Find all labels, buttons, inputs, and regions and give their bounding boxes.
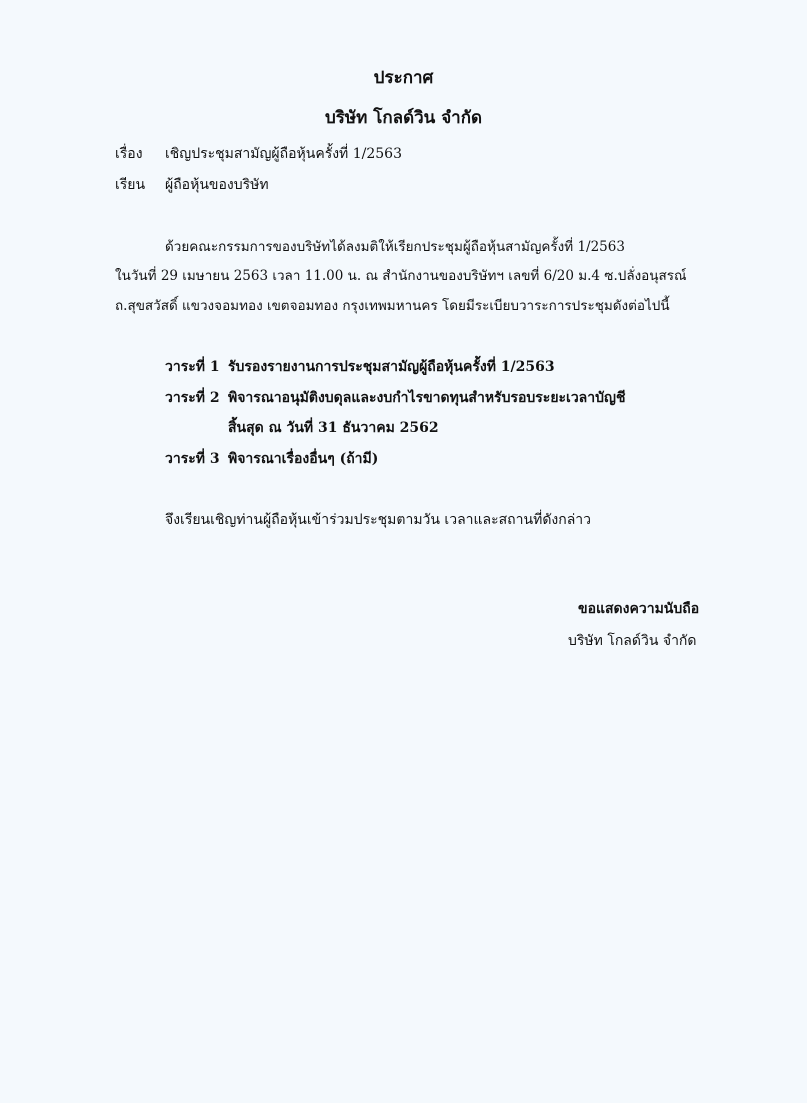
agenda-2-text: พิจารณาอนุมัติงบดุลและงบกำไรขาดทุนสำหรับรอบระยะเวลาบัญชี — [228, 390, 626, 406]
subject-label: เรื่อง — [115, 146, 143, 162]
agenda-1-label: วาระที่ 1 — [165, 359, 220, 375]
body-line-1: ด้วยคณะกรรมการของบริษัทได้ลงมติให้เรียกประชุมผู้ถือหุ้นสามัญครั้งที่ 1/2563 — [165, 239, 625, 255]
subject-value: เชิญประชุมสามัญผู้ถือหุ้นครั้งที่ 1/2563 — [165, 146, 402, 162]
body-line-3: ถ.สุขสวัสดิ์ แขวงจอมทอง เขตจอมทอง กรุงเทพมหานคร โดยมีระเบียบวาระการประชุมดังต่อไปนี้ — [115, 298, 670, 314]
agenda-3-label: วาระที่ 3 — [165, 451, 220, 467]
recipient-value: ผู้ถือหุ้นของบริษัท — [165, 177, 269, 193]
agenda-2-label: วาระที่ 2 — [165, 390, 220, 406]
signature-regards: ขอแสดงความนับถือ — [578, 601, 700, 617]
document-title: ประกาศ — [373, 68, 434, 88]
agenda-2-continuation: สิ้นสุด ณ วันที่ 31 ธันวาคม 2562 — [228, 420, 439, 436]
recipient-label: เรียน — [115, 177, 146, 193]
signature-company: บริษัท โกลด์วิน จำกัด — [568, 633, 697, 649]
agenda-3-text: พิจารณาเรื่องอื่นๆ (ถ้ามี) — [228, 451, 379, 467]
agenda-1-text: รับรองรายงานการประชุมสามัญผู้ถือหุ้นครั้งที่ 1/2563 — [228, 359, 555, 375]
closing-paragraph: จึงเรียนเชิญท่านผู้ถือหุ้นเข้าร่วมประชุมตามวัน เวลาและสถานที่ดังกล่าว — [165, 512, 592, 528]
company-name-heading: บริษัท โกลด์วิน จำกัด — [324, 108, 483, 128]
body-line-2: ในวันที่ 29 เมษายน 2563 เวลา 11.00 น. ณ สำนักงานของบริษัทฯ เลขที่ 6/20 ม.4 ซ.ปลั่งอนุสรณ์ — [115, 268, 687, 284]
